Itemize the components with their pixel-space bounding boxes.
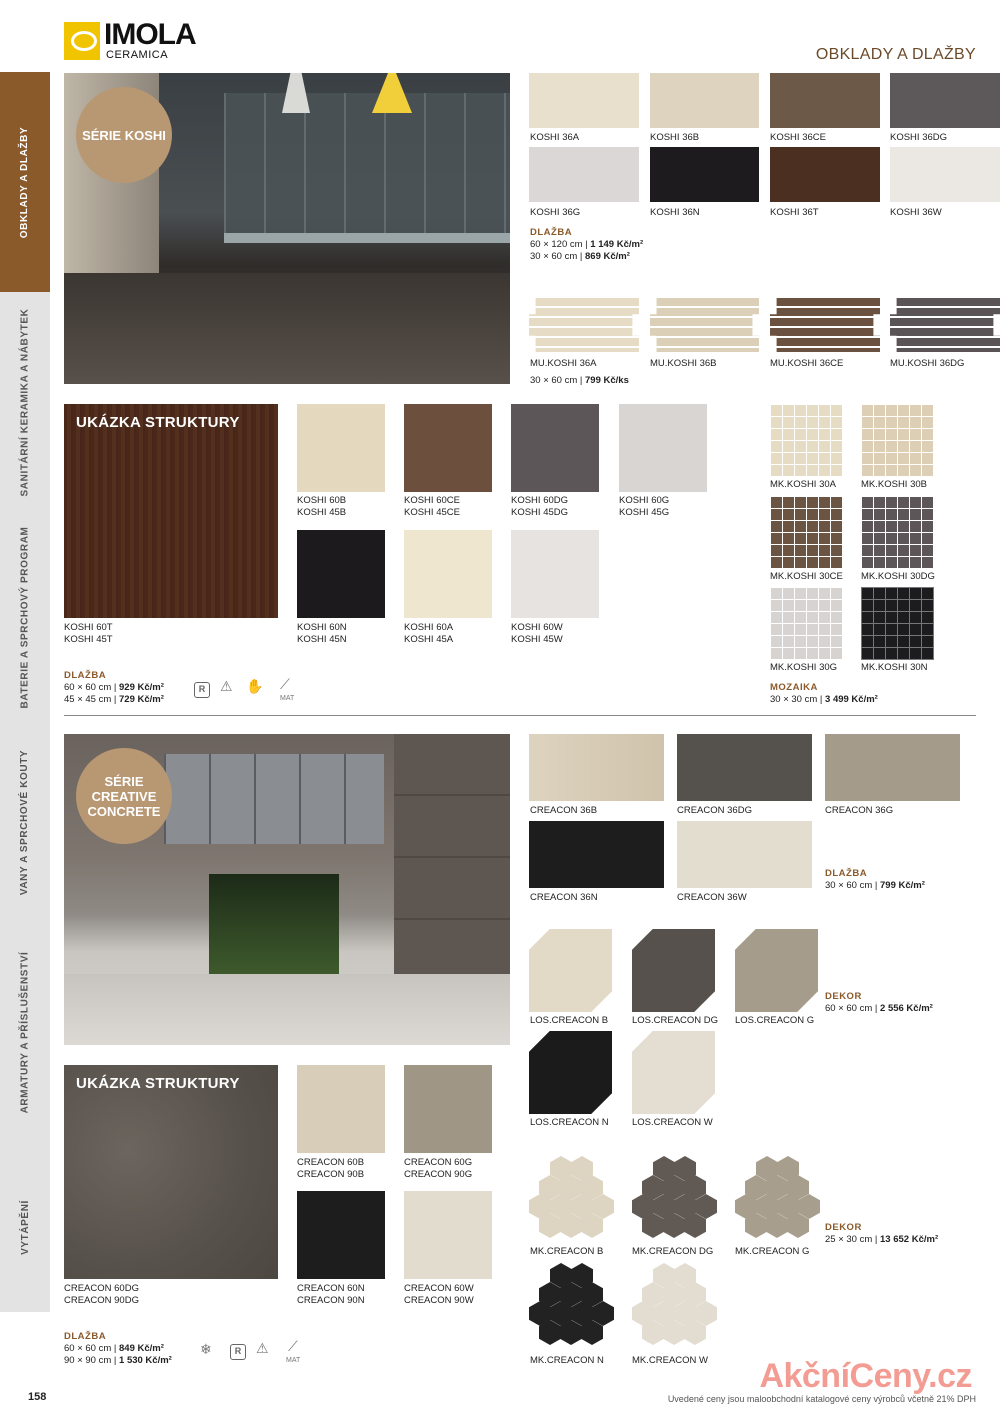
tile-label: MK.CREACON W bbox=[632, 1355, 708, 1366]
strip-tile-swatch bbox=[529, 298, 639, 352]
creacon-wall-price bbox=[825, 868, 925, 892]
tile-label: KOSHI 36T bbox=[770, 207, 819, 218]
price-line bbox=[770, 694, 878, 706]
koshi-wall-prices bbox=[530, 227, 643, 263]
hand-icon: ✋ bbox=[246, 678, 264, 694]
price-size: 45 × 45 cm | bbox=[64, 694, 117, 705]
tile-label: KOSHI 36N bbox=[650, 207, 700, 218]
koshi-structure-sample bbox=[64, 404, 278, 618]
price-size: 30 × 60 cm | bbox=[530, 375, 583, 386]
koshi-floor-prices bbox=[64, 670, 164, 706]
hex-mosaic-swatch bbox=[632, 1156, 717, 1242]
price-value: 729 Kč/m² bbox=[119, 694, 164, 705]
tile-label: KOSHI 60N KOSHI 45N bbox=[297, 622, 347, 645]
price-heading: DEKOR bbox=[825, 1222, 862, 1233]
sidebar-tab-sanitarni[interactable] bbox=[0, 292, 50, 512]
price-line bbox=[825, 1003, 933, 1015]
tile-swatch bbox=[770, 73, 880, 128]
price-size: 30 × 60 cm | bbox=[530, 251, 583, 262]
price-size: 30 × 60 cm | bbox=[825, 880, 878, 891]
price-value: 799 Kč/m² bbox=[880, 880, 925, 891]
tile-label: CREACON 36G bbox=[825, 805, 894, 816]
tile-label: MK.KOSHI 30CE bbox=[770, 571, 843, 582]
price-value: 1 149 Kč/m² bbox=[590, 239, 644, 250]
tile-swatch bbox=[297, 404, 385, 492]
mosaic-swatch bbox=[861, 587, 934, 660]
price-value: 869 Kč/m² bbox=[585, 251, 630, 262]
sidebar-tab-armatury[interactable] bbox=[0, 922, 50, 1142]
price-line bbox=[64, 694, 164, 706]
tile-swatch bbox=[297, 1191, 385, 1279]
tile-swatch bbox=[890, 147, 1000, 202]
price-value: 3 499 Kč/m² bbox=[825, 694, 878, 705]
tile-label: CREACON 60N CREACON 90N bbox=[297, 1283, 365, 1306]
slip-resistance-icon: ⚠ bbox=[220, 678, 233, 694]
creacon-floor-prices bbox=[64, 1331, 172, 1367]
tile-swatch bbox=[770, 147, 880, 202]
tile-label: LOS.CREACON W bbox=[632, 1117, 713, 1128]
tile-swatch bbox=[890, 73, 1000, 128]
tile-label: MK.KOSHI 30DG bbox=[861, 571, 935, 582]
tile-swatch bbox=[297, 1065, 385, 1153]
creacon-hex-price bbox=[825, 1222, 938, 1246]
price-size: 60 × 60 cm | bbox=[825, 1003, 878, 1014]
sidebar-tab-label: SANITÁRNÍ KERAMIKA A NÁBYTEK bbox=[19, 308, 31, 496]
tile-label: KOSHI 36B bbox=[650, 132, 700, 143]
price-heading: DLAŽBA bbox=[530, 227, 573, 238]
tile-label: KOSHI 60CE KOSHI 45CE bbox=[404, 495, 460, 518]
strip-tile-swatch bbox=[890, 298, 1000, 352]
price-line bbox=[530, 251, 643, 263]
tile-label: CREACON 60G CREACON 90G bbox=[404, 1157, 473, 1180]
rectified-icon: R bbox=[194, 682, 210, 698]
tile-swatch bbox=[404, 530, 492, 618]
photo-entrance bbox=[209, 874, 339, 974]
tile-label: KOSHI 36DG bbox=[890, 132, 948, 143]
price-heading: DLAŽBA bbox=[825, 868, 868, 879]
mosaic-swatch bbox=[861, 496, 934, 569]
mat-label: MAT bbox=[280, 695, 295, 702]
sidebar-tab-label: VANY A SPRCHOVÉ KOUTY bbox=[19, 749, 31, 895]
tile-swatch bbox=[404, 1191, 492, 1279]
tile-label: MK.CREACON B bbox=[530, 1246, 604, 1257]
hex-mosaic-swatch bbox=[529, 1156, 614, 1242]
price-size: 60 × 120 cm | bbox=[530, 239, 588, 250]
price-value: 929 Kč/m² bbox=[119, 682, 164, 693]
price-line bbox=[64, 682, 164, 694]
tile-label: CREACON 36N bbox=[530, 892, 598, 903]
decor-tile-swatch bbox=[529, 1031, 612, 1114]
tile-swatch bbox=[529, 821, 664, 888]
section-divider bbox=[64, 715, 976, 716]
photo-counter bbox=[224, 233, 510, 243]
brand-subtitle: CERAMICA bbox=[106, 49, 169, 61]
tile-label: CREACON 60W CREACON 90W bbox=[404, 1283, 474, 1306]
tile-swatch bbox=[677, 734, 812, 801]
mat-label: MAT bbox=[286, 1357, 301, 1364]
tile-label: CREACON 36DG bbox=[677, 805, 752, 816]
price-value: 2 556 Kč/m² bbox=[880, 1003, 933, 1014]
tile-label: MK.KOSHI 30N bbox=[861, 662, 928, 673]
tile-label: MU.KOSHI 36A bbox=[530, 358, 597, 369]
hex-mosaic-swatch bbox=[735, 1156, 820, 1242]
tile-label: KOSHI 60B KOSHI 45B bbox=[297, 495, 347, 518]
page-title: OBKLADY A DLAŽBY bbox=[815, 46, 976, 63]
tile-label: MK.KOSHI 30G bbox=[770, 662, 838, 673]
tile-swatch bbox=[529, 147, 639, 202]
tile-swatch bbox=[404, 404, 492, 492]
koshi-mosaic-price bbox=[770, 682, 878, 706]
sidebar-tab-label: OBKLADY A DLAŽBY bbox=[19, 126, 31, 238]
mosaic-swatch bbox=[770, 587, 843, 660]
tile-label: LOS.CREACON B bbox=[530, 1015, 609, 1026]
sidebar-tab-label: BATERIE A SPRCHOVÝ PROGRAM bbox=[19, 526, 31, 708]
tile-label: KOSHI 60G KOSHI 45G bbox=[619, 495, 670, 518]
decor-tile-swatch bbox=[632, 929, 715, 1012]
tile-label: KOSHI 36W bbox=[890, 207, 942, 218]
photo-glass-facade bbox=[164, 754, 384, 844]
price-size: 90 × 90 cm | bbox=[64, 1355, 117, 1366]
price-line bbox=[825, 880, 925, 892]
tile-swatch bbox=[511, 404, 599, 492]
tile-label: KOSHI 60T KOSHI 45T bbox=[64, 622, 113, 645]
brand-logo bbox=[64, 18, 214, 62]
sidebar-tab-label: VYTÁPĚNÍ bbox=[19, 1199, 31, 1255]
photo-lamp bbox=[282, 73, 310, 113]
sidebar-tab-baterie[interactable] bbox=[0, 512, 50, 722]
tile-swatch bbox=[529, 734, 664, 801]
price-heading: DEKOR bbox=[825, 991, 862, 1002]
sidebar-tab-label: ARMATURY A PŘÍSLUŠENSTVÍ bbox=[19, 951, 31, 1113]
structure-title: UKÁZKA STRUKTURY bbox=[76, 1075, 240, 1092]
tile-label: CREACON 36W bbox=[677, 892, 747, 903]
tile-label: KOSHI 36A bbox=[530, 132, 580, 143]
brand-name: IMOLA bbox=[104, 18, 196, 51]
koshi-series-badge: SÉRIE KOSHI bbox=[76, 87, 172, 183]
photo-shelves bbox=[224, 93, 510, 243]
tile-label: MU.KOSHI 36CE bbox=[770, 358, 844, 369]
photo-floor bbox=[64, 273, 510, 384]
decor-tile-swatch bbox=[529, 929, 612, 1012]
tile-swatch bbox=[529, 73, 639, 128]
hex-mosaic-swatch bbox=[529, 1263, 614, 1349]
surface-icon: ⟋ bbox=[280, 676, 290, 692]
tile-label: KOSHI 36CE bbox=[770, 132, 826, 143]
price-value: 13 652 Kč/m² bbox=[880, 1234, 939, 1245]
structure-title: UKÁZKA STRUKTURY bbox=[76, 414, 240, 431]
price-footnote: Uvedené ceny jsou maloobchodní katalogové ceny výrobců včetně 21% DPH bbox=[667, 1394, 976, 1404]
surface-icon: ⟋ bbox=[288, 1338, 298, 1354]
tile-label: CREACON 60DG CREACON 90DG bbox=[64, 1283, 139, 1306]
price-size: 25 × 30 cm | bbox=[825, 1234, 878, 1245]
frost-resistant-icon: ❄ bbox=[200, 1341, 212, 1357]
price-line bbox=[825, 1234, 938, 1246]
price-line bbox=[64, 1343, 172, 1355]
photo-stone-wall bbox=[394, 734, 510, 984]
price-line bbox=[64, 1355, 172, 1367]
koshi-mu-price bbox=[530, 375, 629, 387]
tile-label: MU.KOSHI 36B bbox=[650, 358, 717, 369]
tile-label: MK.CREACON DG bbox=[632, 1246, 714, 1257]
tile-swatch bbox=[404, 1065, 492, 1153]
price-value: 849 Kč/m² bbox=[119, 1343, 164, 1354]
price-heading: DLAŽBA bbox=[64, 670, 107, 681]
creacon-series-badge: SÉRIE CREATIVE CONCRETE bbox=[76, 748, 172, 844]
sidebar-tab-vany[interactable] bbox=[0, 722, 50, 922]
tile-label: CREACON 60B CREACON 90B bbox=[297, 1157, 365, 1180]
price-size: 30 × 30 cm | bbox=[770, 694, 823, 705]
mosaic-swatch bbox=[770, 496, 843, 569]
creacon-structure-sample bbox=[64, 1065, 278, 1279]
page-number: 158 bbox=[28, 1391, 47, 1403]
tile-label: KOSHI 60DG KOSHI 45DG bbox=[511, 495, 569, 518]
koshi-interior-photo bbox=[64, 73, 510, 384]
tile-label: MK.CREACON G bbox=[735, 1246, 810, 1257]
tile-label: KOSHI 36G bbox=[530, 207, 581, 218]
tile-swatch bbox=[650, 73, 759, 128]
brand-logo-mark bbox=[64, 22, 100, 60]
sidebar-tab-vytapeni[interactable] bbox=[0, 1142, 50, 1312]
strip-tile-swatch bbox=[770, 298, 880, 352]
mosaic-swatch bbox=[861, 404, 934, 477]
price-value: 1 530 Kč/m² bbox=[119, 1355, 172, 1366]
tile-label: MK.KOSHI 30A bbox=[770, 479, 836, 490]
price-size: 60 × 60 cm | bbox=[64, 1343, 117, 1354]
creacon-interior-photo bbox=[64, 734, 510, 1045]
tile-swatch bbox=[677, 821, 812, 888]
tile-swatch bbox=[650, 147, 759, 202]
price-size: 60 × 60 cm | bbox=[64, 682, 117, 693]
tile-label: KOSHI 60W KOSHI 45W bbox=[511, 622, 563, 645]
sidebar-tab-obklady[interactable] bbox=[0, 72, 50, 292]
price-line bbox=[530, 239, 643, 251]
tile-label: MK.KOSHI 30B bbox=[861, 479, 927, 490]
hex-mosaic-swatch bbox=[632, 1263, 717, 1349]
tile-label: KOSHI 60A KOSHI 45A bbox=[404, 622, 454, 645]
price-heading: DLAŽBA bbox=[64, 1331, 107, 1342]
strip-tile-swatch bbox=[650, 298, 759, 352]
watermark: AkčníCeny.cz bbox=[759, 1357, 972, 1395]
decor-tile-swatch bbox=[632, 1031, 715, 1114]
price-heading: MOZAIKA bbox=[770, 682, 818, 693]
tile-swatch bbox=[619, 404, 707, 492]
tile-label: MK.CREACON N bbox=[530, 1355, 604, 1366]
tile-label: LOS.CREACON G bbox=[735, 1015, 815, 1026]
slip-resistance-icon: ⚠ bbox=[256, 1340, 269, 1356]
tile-label: MU.KOSHI 36DG bbox=[890, 358, 965, 369]
tile-label: LOS.CREACON DG bbox=[632, 1015, 719, 1026]
tile-swatch bbox=[511, 530, 599, 618]
tile-swatch bbox=[825, 734, 960, 801]
decor-tile-swatch bbox=[735, 929, 818, 1012]
creacon-los-price bbox=[825, 991, 933, 1015]
tile-label: LOS.CREACON N bbox=[530, 1117, 609, 1128]
mosaic-swatch bbox=[770, 404, 843, 477]
photo-floor bbox=[64, 974, 510, 1045]
tile-label: CREACON 36B bbox=[530, 805, 598, 816]
category-sidebar bbox=[0, 72, 50, 1312]
rectified-icon: R bbox=[230, 1344, 246, 1360]
price-value: 799 Kč/ks bbox=[585, 375, 629, 386]
tile-swatch bbox=[297, 530, 385, 618]
